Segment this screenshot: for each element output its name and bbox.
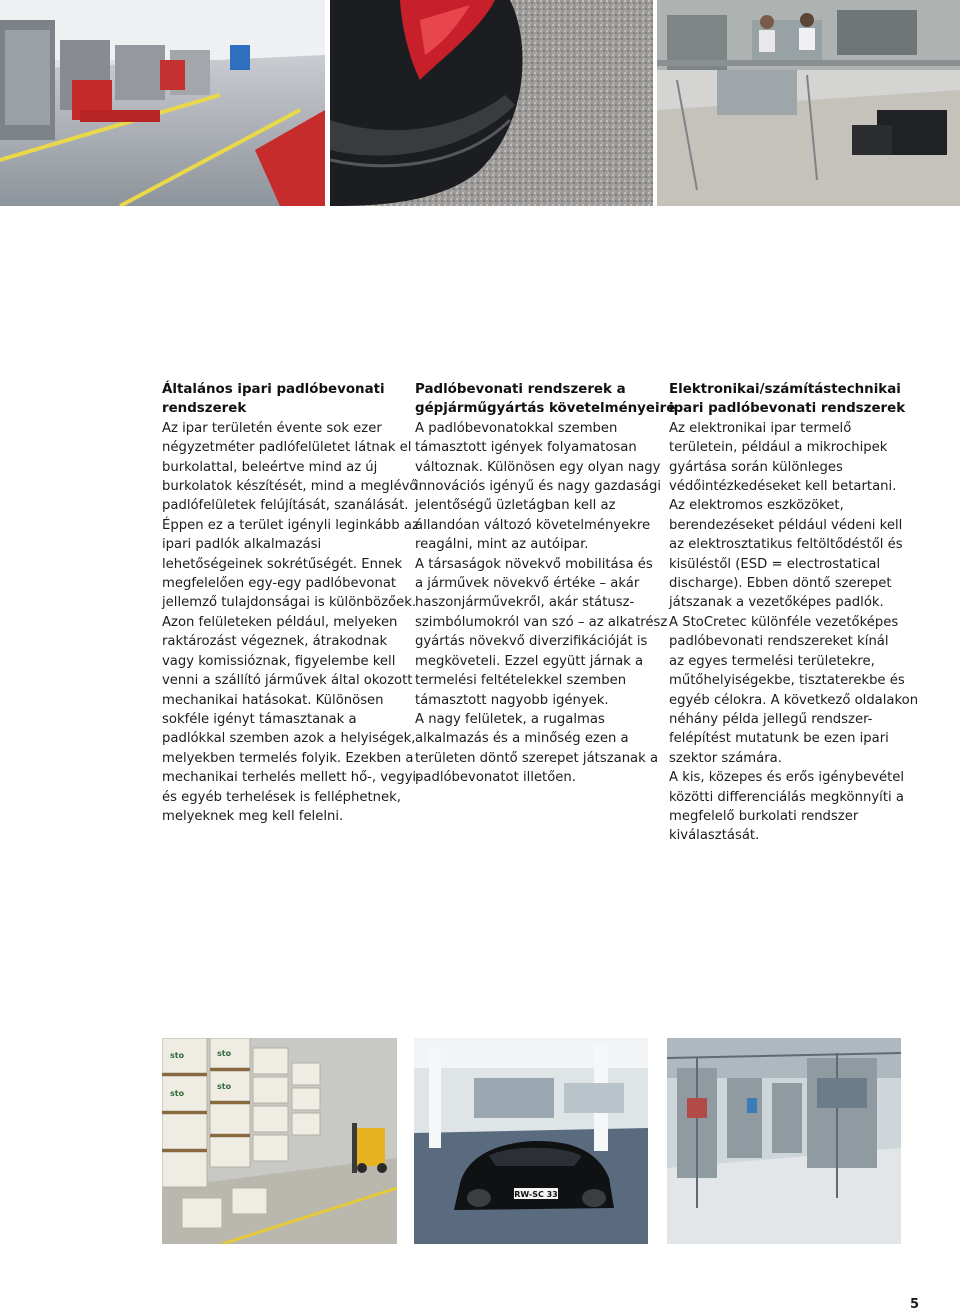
sack-label: sto xyxy=(170,1051,185,1060)
column-heading: Padlóbevonati rendszerek a gépjárműgyártás követelményeire xyxy=(415,382,676,417)
page-number: 5 xyxy=(910,1297,920,1312)
column-body: Az elektronikai ipar termelő területein, például a mikrochipek gyártása során különleges védőintézkedéseket kell betartani. Az elektromos eszközöket, berendezéseket például védeni kell az elektrosztatikus feltöltődéstől és kisüléstől (ESD = electrostatical discharge). Ebben döntő szerepet játszanak a vezetőképes padlók. A StoCretec különféle vezetőképes padlóbevonati rendszereket kínál az egyes termelési területekre, műtőhelyiségekbe, tisztaterekbe és egyéb célokra. A következő oldalakon néhány példa jellegű rendszer- felépítést mutatunk be ezen ipari szektor számára. A kis, közepes és erős igénybevétel közötti differenciálás megkönnyíti a megfelelő burkolati rendszer kiválasztását. xyxy=(669,420,919,844)
photo-warehouse-floor-pallet-jacks xyxy=(0,0,325,206)
column-automotive-floor-coatings xyxy=(415,380,676,788)
sack-label: sto xyxy=(217,1049,232,1058)
column-heading: Elektronikai/számítástechnikai ipari padlóbevonati rendszerek xyxy=(669,382,906,417)
photo-electronics-production-hall xyxy=(667,1038,901,1244)
column-electronics-floor-coatings xyxy=(669,380,919,846)
column-general-industrial-floor-coatings xyxy=(162,380,421,826)
photo-warehouse-sack-pallets-forklift xyxy=(162,1038,397,1244)
column-body: Az ipar területén évente sok ezer négyzetméter padlófelületet látnak el burkolattal, beleértve mind az új burkolatok készítését, mind a meglévő padlófelületek felújítását, szanálását. Éppen ez a terület igényli leginkább az ipari padlók alkalmazási lehetőségeinek sokrétűségét. Ennek megfelelően egy-egy padlóbevonat jellemző tulajdonságai is különbözőek. Azon felületeken például, melyeken raktározást végeznek, átrakodnak vagy komissióznak, figyelembe kell venni a szállító járművek által okozott mechanikai hatásokat. Különösen sokféle igényt támasztanak a padlókkal szemben azok a helyiségek, melyekben termelés folyik. Ezekben a mechanikai terhelés mellett hő-, vegyi- és egyéb terhelések is felléphetnek, melyeknek meg kell felelni. xyxy=(162,420,421,824)
sack-label: sto xyxy=(170,1089,185,1098)
photo-electronics-workshop xyxy=(657,0,960,206)
photo-car-rear-bumper-speckled-floor xyxy=(330,0,653,206)
column-body: A padlóbevonatokkal szemben támasztott igények folyamatosan változnak. Különösen egy olyan nagy innovációs igényű és nagy gazdasági jelentőségű üzletágban kell az állandóan változó követelményekre reagálni, mint az autóipar. A társaságok növekvő mobilitása és a járművek növekvő értéke – akár haszonjárművekről, akár státusz- szimbólumokról van szó – az alkatrész gyártás növekvő diverzifikációját is megköveteli. Ezzel együtt járnak a termelési feltételekkel szemben támasztott nagyobb igények. A nagy felületek, a rugalmas alkalmazás és a minőség ezen a területen döntő szerepet játszanak a padlóbevonatot illetően. xyxy=(415,420,668,786)
column-heading: Általános ipari padlóbevonati rendszerek xyxy=(162,382,385,417)
sack-label: sto xyxy=(217,1082,232,1091)
license-plate: RW-SC 33 xyxy=(514,1190,558,1199)
photo-black-roadster-showroom xyxy=(414,1038,648,1244)
